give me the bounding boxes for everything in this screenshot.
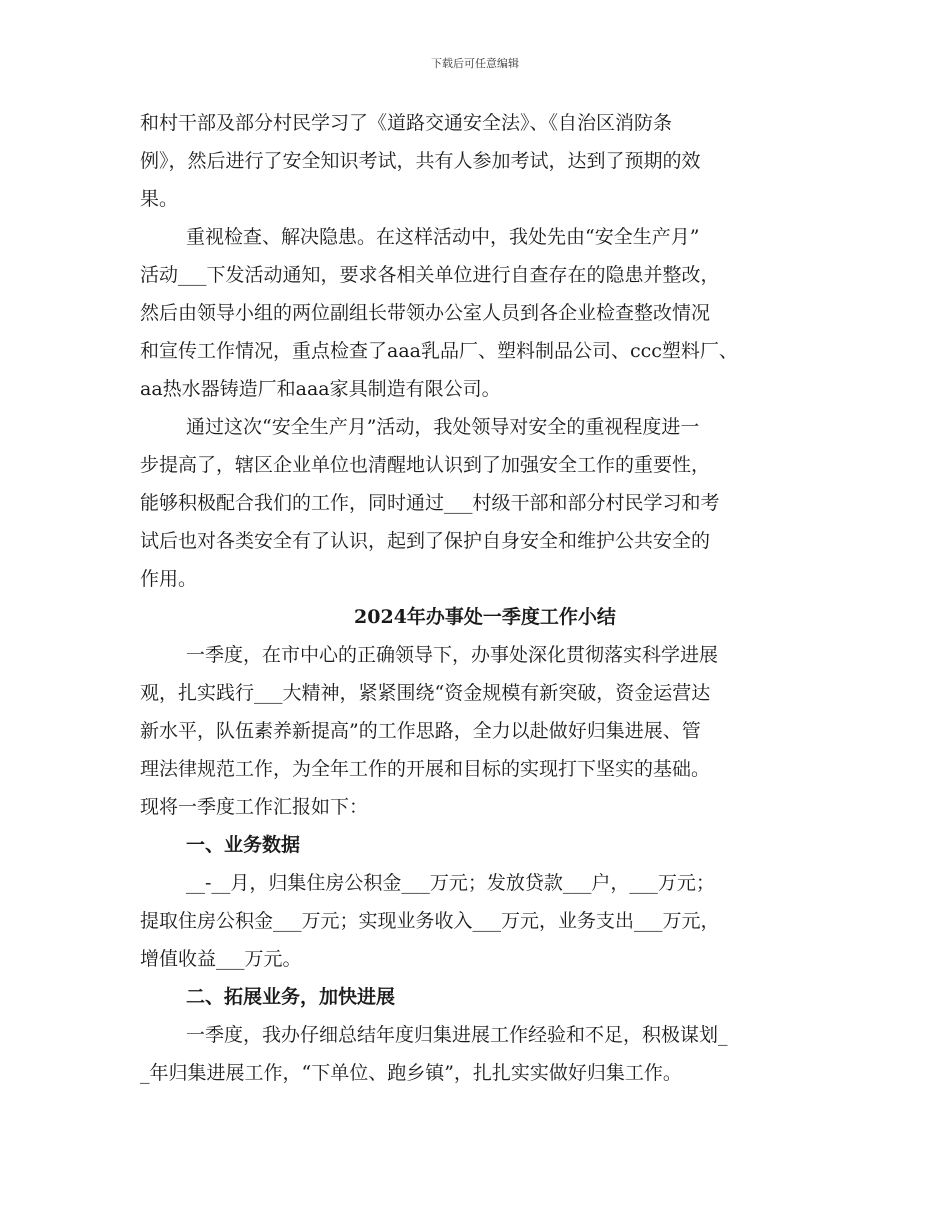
text-line: 观，扎实践行___大精神，紧紧围绕“资金规模有新突破，资金运营达 — [140, 682, 711, 704]
text-line: 活动___下发活动通知，要求各相关单位进行自查存在的隐患并整改， — [140, 264, 720, 286]
section-heading: 一、业务数据 — [186, 834, 301, 856]
text-line: 通过这次“安全生产月”活动，我处领导对安全的重视程度进一 — [186, 416, 700, 438]
text-line: 果。 — [140, 188, 179, 210]
text-line: 步提高了，辖区企业单位也清醒地认识到了加强安全工作的重要性， — [140, 454, 711, 476]
text-line: 一季度，在市中心的正确领导下，办事处深化贯彻落实科学进展 — [186, 644, 719, 666]
text-line: _年归集进展工作，“下单位、跑乡镇”，扎扎实实做好归集工作。 — [140, 1062, 682, 1084]
section-title: 2024年办事处一季度工作小结 — [354, 606, 616, 628]
text-line: 一季度，我办仔细总结年度归集进展工作经验和不足，积极谋划_ — [186, 1024, 728, 1046]
text-line: 新水平，队伍素养新提高”的工作思路，全力以赴做好归集进展、管 — [140, 720, 701, 742]
text-line: 试后也对各类安全有了认识，起到了保护自身安全和维护公共安全的 — [140, 530, 711, 552]
text-line: 增值收益___万元。 — [140, 948, 302, 970]
text-line: 理法律规范工作，为全年工作的开展和目标的实现打下坚实的基础。 — [140, 758, 711, 780]
text-line: 然后由领导小组的两位副组长带领办公室人员到各企业检查整改情况 — [140, 302, 711, 324]
text-line: 重视检查、解决隐患。在这样活动中，我处先由“安全生产月” — [186, 226, 700, 248]
page-header: 下载后可任意编辑 — [431, 57, 519, 70]
text-line: aa热水器铸造厂和aaa家具制造有限公司。 — [140, 378, 501, 400]
text-line: __-__月，归集住房公积金___万元；发放贷款___户，___万元； — [186, 872, 715, 894]
section-heading: 二、拓展业务，加快进展 — [186, 986, 396, 1008]
text-line: 能够积极配合我们的工作，同时通过___村级干部和部分村民学习和考 — [140, 492, 720, 514]
text-line: 提取住房公积金___万元；实现业务收入___万元，业务支出___万元， — [140, 910, 720, 932]
document-body — [140, 104, 830, 1092]
text-line: 作用。 — [140, 568, 198, 590]
text-line: 和村干部及部分村民学习了《道路交通安全法》、《自治区消防条 — [140, 112, 673, 134]
text-line: 现将一季度工作汇报如下： — [140, 796, 369, 818]
text-line: 和宣传工作情况，重点检查了aaa乳品厂、塑料制品公司、ccc塑料厂、 — [140, 340, 738, 362]
text-line: 例》，然后进行了安全知识考试，共有人参加考试，达到了预期的效 — [140, 150, 701, 172]
